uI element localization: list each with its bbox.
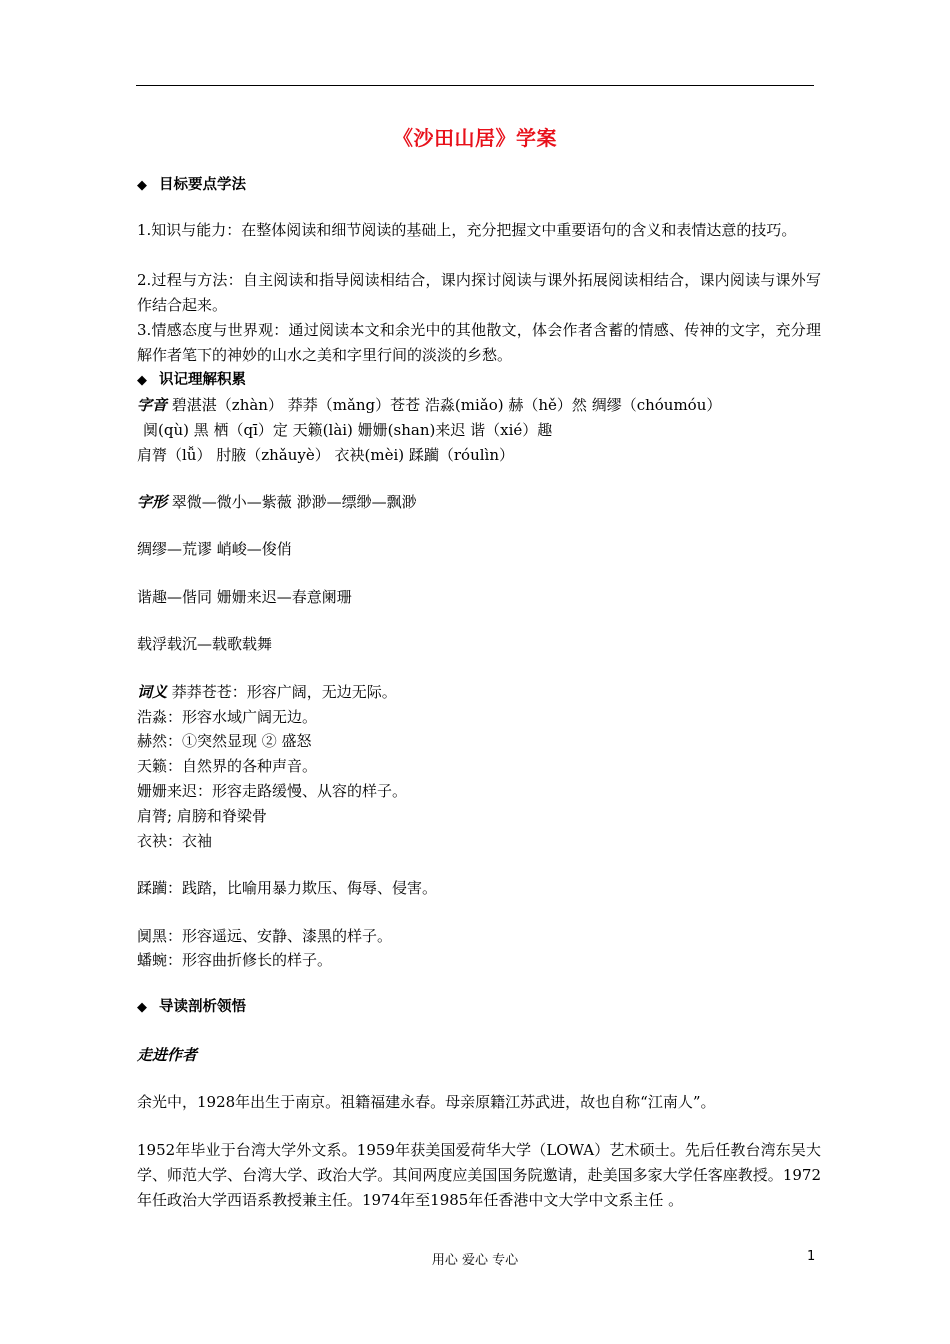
section-heading-memorize: ◆ 识记理解积累 [137, 368, 821, 393]
ci-yi-line-7: 衣袂：衣袖 [137, 832, 213, 850]
ci-yi-line-4: 天籁：自然界的各种声音。 [137, 757, 318, 775]
goal-item-3: 3.情感态度与世界观：通过阅读本文和余光中的其他散文，体会作者含蓄的情感、传神的文字，充分理解作者笔下的神妙的山水之美和字里行间的淡淡的乡愁。 [137, 321, 821, 364]
diamond-bullet-icon: ◆ [137, 373, 147, 388]
zi-yin-line-1 [137, 393, 821, 418]
zi-yin-line-2: 阒(qù) 黑 栖（qī）定 天籁(lài) 姗姗(shan)来迟 谐（xié）趣 [143, 421, 553, 439]
zi-xing-line-1 [137, 490, 821, 515]
ci-yi-line-2: 浩淼：形容水域广阔无边。 [137, 708, 318, 726]
ci-yi-label: 词义 [137, 683, 168, 701]
zi-yin-line-3: 肩膂（lǚ） 肘腋（zhǎuyè） 衣袂(mèi) 蹂躏（róulìn） [137, 446, 515, 464]
page-title: 《沙田山居》学案 [393, 126, 557, 150]
zi-xing-text: 翠微—微小—紫薇 渺渺—缥缈—飘渺 [171, 493, 417, 511]
zi-yin-text: 碧湛湛（zhàn） 莽莽（mǎng）苍苍 浩淼(miǎo) 赫（hě）然 绸缪（chóumóu） [171, 396, 722, 414]
author-paragraph-2: 1952年毕业于台湾大学外文系。1959年获美国爱荷华大学（LOWA）艺术硕士。先后任教台湾东吴大学、师范大学、台湾大学、政治大学。其间两度应美国国务院邀请，赴美国多家大学任客座教授。1972年任政治大学西语系教授兼主任。1974年至1985年任香港中文大学中文系主任 。 [137, 1141, 821, 1209]
section-heading-goals: ◆ 目标要点学法 [137, 173, 821, 198]
goal-item-1: 1.知识与能力：在整体阅读和细节阅读的基础上，充分把握文中重要语句的含义和表情达意的技巧。 [137, 221, 797, 239]
zi-xing-label: 字形 [137, 493, 168, 511]
footer-motto: 用心 爱心 专心 [431, 1253, 519, 1268]
ci-yi-line-3: 赫然：①突然显现 ② 盛怒 [137, 732, 312, 750]
diamond-bullet-icon: ◆ [137, 1000, 147, 1015]
ci-yi-line-1 [137, 680, 821, 705]
zi-yin-label: 字音 [137, 396, 168, 414]
zi-xing-line-4: 载浮载沉—载歌载舞 [137, 635, 273, 653]
section-heading-reading: ◆ 导读剖析领悟 [137, 995, 821, 1020]
zi-xing-line-3: 谐趣—偕同 姗姗来迟—春意阑珊 [137, 588, 352, 606]
ci-yi-line-10: 蟠蜿：形容曲折修长的样子。 [137, 951, 333, 969]
subheading-author: 走进作者 [137, 1046, 198, 1064]
ci-yi-line-6: 肩膂; 肩膀和脊梁骨 [137, 807, 267, 825]
ci-yi-text: 莽莽苍苍：形容广阔，无边无际。 [171, 683, 397, 701]
ci-yi-line-5: 姗姗来迟：形容走路缓慢、从容的样子。 [137, 782, 408, 800]
page-number: 1 [807, 1249, 816, 1264]
diamond-bullet-icon: ◆ [137, 178, 147, 193]
goal-item-2: 2.过程与方法：自主阅读和指导阅读相结合，课内探讨阅读与课外拓展阅读相结合，课内阅读与课外写作结合起来。 [137, 271, 821, 314]
zi-xing-line-2: 绸缪—荒谬 峭峻—俊俏 [137, 540, 292, 558]
ci-yi-line-8: 蹂躏：践踏，比喻用暴力欺压、侮辱、侵害。 [137, 879, 438, 897]
ci-yi-line-9: 阒黑：形容遥远、安静、漆黑的样子。 [137, 927, 393, 945]
author-paragraph-1: 余光中，1928年出生于南京。祖籍福建永春。母亲原籍江苏武进，故也自称“江南人”。 [137, 1093, 716, 1111]
header-rule [136, 85, 814, 86]
